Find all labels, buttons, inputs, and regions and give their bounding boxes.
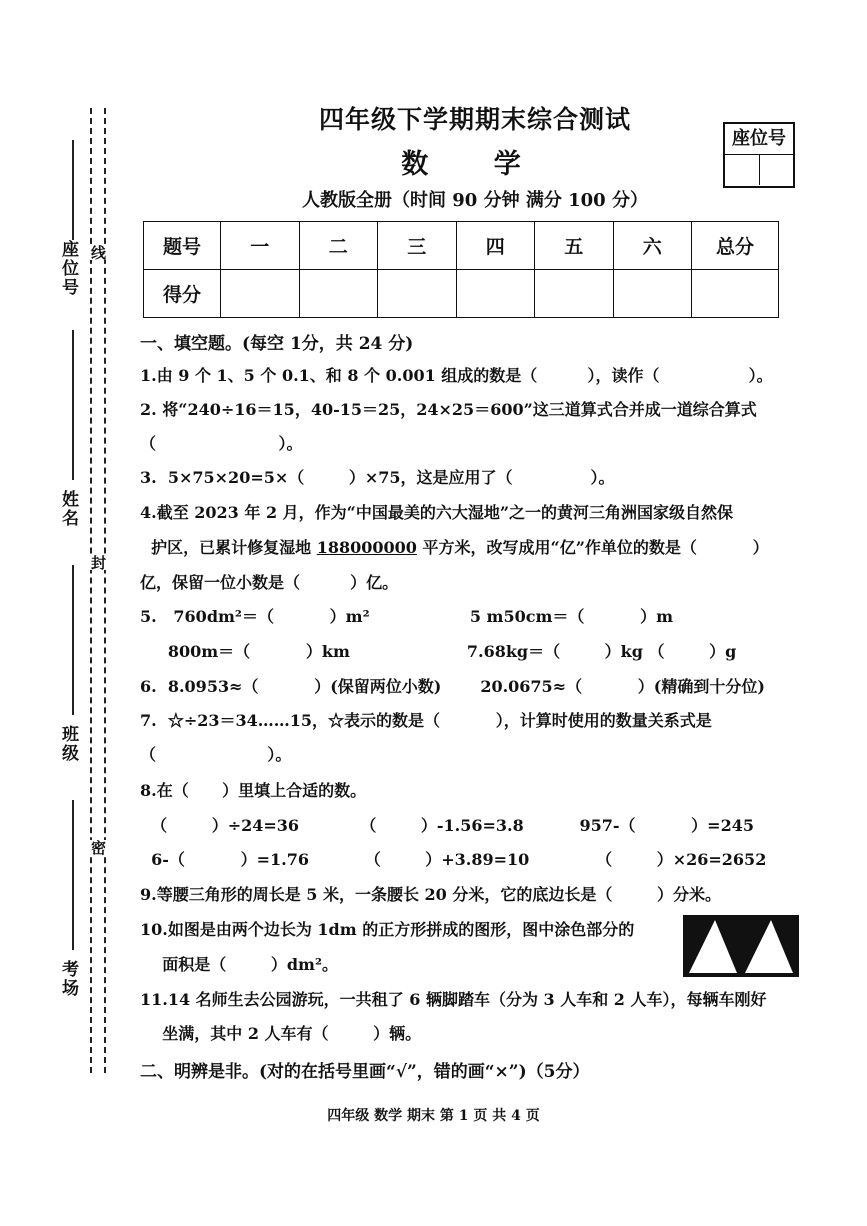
question-4-line-2 bbox=[140, 535, 830, 558]
question-3: 3. 5×75×20=5×（ ）×75，这是应用了（ ）。 bbox=[140, 468, 615, 487]
question-2-line-2: （ ）。 bbox=[140, 434, 303, 453]
question-8-row-2: 6-（ ）=1.76 （ ）+3.89=10 （ ）×26=2652 bbox=[140, 850, 767, 869]
exam-subject: 数 学 bbox=[401, 149, 549, 180]
question-4-text-after: 平方米，改写成用“亿”作单位的数是（ ） bbox=[416, 538, 769, 557]
binding-mark-mi: 密 bbox=[89, 840, 107, 855]
question-10-line-1: 10.如图是由两个边长为 1dm 的正方形拼成的图形，图中涂色部分的 bbox=[140, 920, 635, 939]
score-table-header-cell: 一 bbox=[221, 222, 300, 270]
score-table-header-cell: 四 bbox=[456, 222, 535, 270]
question-8-row-1: （ ）÷24=36 （ ）-1.56=3.8 957-（ ）=245 bbox=[140, 816, 754, 835]
score-table-header-cell: 五 bbox=[535, 222, 614, 270]
question-8-title: 8.在（ ）里填上合适的数。 bbox=[140, 781, 367, 800]
score-table-header-cell: 二 bbox=[299, 222, 378, 270]
score-cell[interactable] bbox=[613, 270, 692, 318]
score-table-header-cell: 六 bbox=[613, 222, 692, 270]
question-4-line-1: 4.截至 2023 年 2 月，作为“中国最美的六大湿地”之一的黄河三角洲国家级自然保 bbox=[140, 503, 734, 522]
question-1: 1.由 9 个 1、5 个 0.1、和 8 个 0.001 组成的数是（ ），读作（ ）。 bbox=[140, 366, 773, 385]
name-blank-line bbox=[72, 330, 74, 480]
seat-number-label: 座位号 bbox=[58, 240, 78, 297]
exam-room-label: 考场 bbox=[58, 960, 78, 998]
exam-room-blank-line bbox=[72, 800, 74, 950]
score-table-header-row bbox=[144, 222, 779, 270]
score-cell[interactable] bbox=[299, 270, 378, 318]
seat-number-box bbox=[723, 122, 795, 188]
question-5-row-1: 5. 760dm²＝（ ）m² 5 m50cm＝（ ）m bbox=[140, 607, 674, 626]
question-10-line-2: 面积是（ ）dm²。 bbox=[140, 955, 338, 974]
question-7-line-2: （ ）。 bbox=[140, 745, 292, 764]
score-table-header-cell: 题号 bbox=[144, 222, 221, 270]
question-4-number: 188000000 bbox=[316, 538, 417, 557]
question-7-line-1: 7. ☆÷23＝34……15，☆表示的数是（ ），计算时使用的数量关系式是 bbox=[140, 711, 712, 730]
score-table-score-row bbox=[144, 270, 779, 318]
score-cell-total[interactable] bbox=[692, 270, 779, 318]
question-6: 6. 8.0953≈（ ）(保留两位小数) 20.0675≈（ ）(精确到十分位) bbox=[140, 677, 765, 696]
seat-number-box-label: 座位号 bbox=[725, 124, 793, 155]
binding-margin bbox=[0, 0, 120, 1226]
score-cell[interactable] bbox=[378, 270, 457, 318]
score-cell[interactable] bbox=[456, 270, 535, 318]
exam-title: 四年级下学期期末综合测试 bbox=[318, 105, 631, 134]
question-4-text-before: 护区，已累计修复湿地 bbox=[140, 538, 317, 557]
binding-mark-feng: 封 bbox=[89, 555, 107, 570]
score-row-label: 得分 bbox=[144, 270, 221, 318]
question-4-line-3: 亿，保留一位小数是（ ）亿。 bbox=[140, 573, 399, 592]
score-table-header-cell: 总分 bbox=[692, 222, 779, 270]
question-11-line-1: 11.14 名师生去公园游玩，一共租了 6 辆脚踏车（分为 3 人车和 2 人车），每辆车刚好 bbox=[140, 990, 767, 1009]
question-5-row-2: 800m＝（ ）km 7.68kg＝（ ）kg （ ）g bbox=[140, 642, 737, 661]
section-2-title: 二、明辨是非。(对的在括号里画“√”，错的画“×”)（5分） bbox=[140, 1062, 590, 1082]
question-9: 9.等腰三角形的周长是 5 米，一条腰长 20 分米，它的底边长是（ ）分米。 bbox=[140, 885, 721, 904]
score-table-header-cell: 三 bbox=[378, 222, 457, 270]
question-10-figure bbox=[683, 915, 799, 977]
section-1-title: 一、填空题。(每空 1分，共 24 分) bbox=[140, 334, 414, 354]
seat-number-cell-2[interactable] bbox=[760, 155, 794, 185]
score-cell[interactable] bbox=[535, 270, 614, 318]
class-blank-line bbox=[72, 565, 74, 715]
name-label: 姓名 bbox=[58, 490, 78, 528]
score-cell[interactable] bbox=[221, 270, 300, 318]
class-label: 班级 bbox=[58, 725, 78, 763]
binding-mark-xian: 线 bbox=[89, 245, 107, 260]
two-squares-triangles-figure bbox=[685, 917, 797, 975]
question-11-line-2: 坐满，其中 2 人车有（ ）辆。 bbox=[140, 1024, 422, 1043]
score-table bbox=[143, 221, 779, 318]
seat-number-blank-line bbox=[72, 140, 74, 240]
seat-number-cell-1[interactable] bbox=[725, 155, 760, 185]
page-footer: 四年级 数学 期末 第 1 页 共 4 页 bbox=[327, 1108, 540, 1124]
exam-edition-info: 人教版全册（时间 90 分钟 满分 100 分） bbox=[302, 190, 648, 211]
question-2-line-1: 2. 将“240÷16＝15，40-15＝25，24×25＝600”这三道算式合并成一道综合算式 bbox=[140, 400, 757, 419]
